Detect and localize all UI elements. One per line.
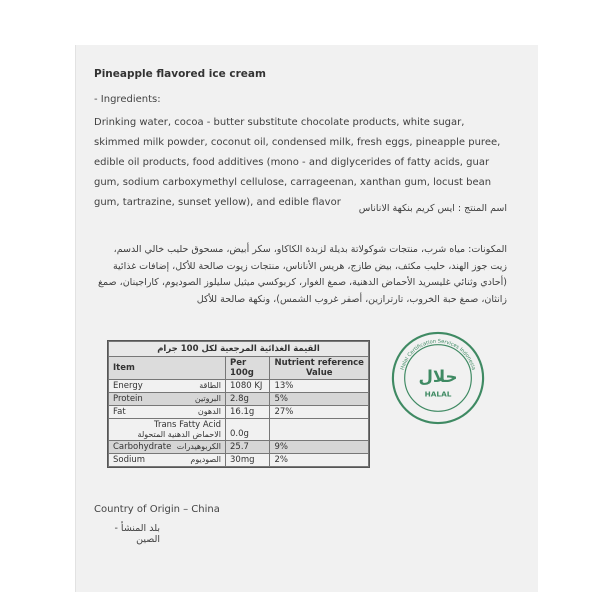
header-nrv: Nutrient reference Value bbox=[270, 357, 369, 380]
country-of-origin-arabic: بلد المنشأ - الصين bbox=[114, 523, 160, 545]
row-per100: 1080 KJ bbox=[226, 380, 270, 393]
nutrition-table-title: القيمة الغذائية المرجعية لكل 100 جرام bbox=[109, 342, 369, 357]
halal-ring-text: Halal Certification Services Indonesia bbox=[399, 338, 477, 371]
row-label-en: Trans Fatty Acid bbox=[154, 420, 221, 430]
row-label-en: Fat bbox=[113, 407, 126, 417]
row-label-en: Protein bbox=[113, 394, 143, 404]
table-row bbox=[109, 380, 369, 393]
row-nrv: 5% bbox=[270, 393, 369, 406]
table-row bbox=[109, 441, 369, 454]
row-nrv: 2% bbox=[270, 454, 369, 467]
row-per100: 2.8g bbox=[226, 393, 270, 406]
row-label-ar: الاحماض الدهنية المتحولة bbox=[137, 430, 221, 439]
row-label-ar: الكربوهيدرات bbox=[176, 442, 221, 451]
header-item: Item bbox=[109, 357, 226, 380]
row-nrv: 13% bbox=[270, 380, 369, 393]
row-per100: 25.7 bbox=[226, 441, 270, 454]
row-per100: 30mg bbox=[226, 454, 270, 467]
country-of-origin: Country of Origin – China bbox=[94, 504, 220, 515]
row-label-ar: الطاقة bbox=[199, 381, 221, 390]
table-row bbox=[109, 454, 369, 467]
arabic-product-name: اسم المنتج : ايس كريم بنكهة الاناناس bbox=[358, 203, 507, 214]
row-label-ar: الصوديوم bbox=[190, 455, 221, 464]
row-label-en: Carbohydrate bbox=[113, 442, 172, 452]
ingredients-text: Drinking water, cocoa - butter substitute chocolate products, white sugar, skimmed milk powder, coconut oil, condensed milk, fresh eggs, pineapple puree, edible oil products, food additives (mono - and diglycerides of fatty acids, guar gum, sodium carboxymethyl cellulose, carrageenan, xanthan gum, locust bean gum, tartrazine, sunset yellow), and edible flavor bbox=[94, 117, 501, 208]
row-nrv: 27% bbox=[270, 406, 369, 419]
table-row bbox=[109, 393, 369, 406]
row-nrv: 9% bbox=[270, 441, 369, 454]
table-row bbox=[109, 419, 369, 441]
row-nrv bbox=[270, 419, 369, 441]
header-per100: Per 100g bbox=[226, 357, 270, 380]
row-label-ar: الدهون bbox=[197, 407, 221, 416]
row-per100: 16.1g bbox=[226, 406, 270, 419]
row-per100: 0.0g bbox=[226, 419, 270, 441]
nutrition-table bbox=[107, 340, 370, 468]
row-label-ar: البروتين bbox=[194, 394, 221, 403]
halal-latin: HALAL bbox=[424, 389, 452, 399]
table-row bbox=[109, 406, 369, 419]
halal-seal-icon bbox=[389, 329, 487, 427]
row-label-en: Energy bbox=[113, 381, 143, 391]
halal-arabic: حلال bbox=[418, 366, 458, 386]
arabic-ingredients: المكونات: مياه شرب، منتجات شوكولاتة بديلة لزبدة الكاكاو، سكر أبيض، مسحوق حليب خالي الدسم، زيت جوز الهند، حليب مكثف، بيض طازج، هريس الأناناس، منتجات زيوت صالحة للأكل، إضافات غذائية (أحادي وثنائي غليسريد الأحماض الدهنية، صمغ الغوار، كربوكسي ميثيل سليلوز الصوديوم، كاراجينان، صمغ زانثان، صمغ حبة الخروب، تارترازين، أصفر غروب الشمس)، ونكهة صالحة للأكل bbox=[98, 244, 507, 305]
ingredients-heading: - Ingredients: bbox=[94, 94, 161, 105]
product-title: Pineapple flavored ice cream bbox=[94, 68, 266, 80]
row-label-en: Sodium bbox=[113, 455, 146, 465]
